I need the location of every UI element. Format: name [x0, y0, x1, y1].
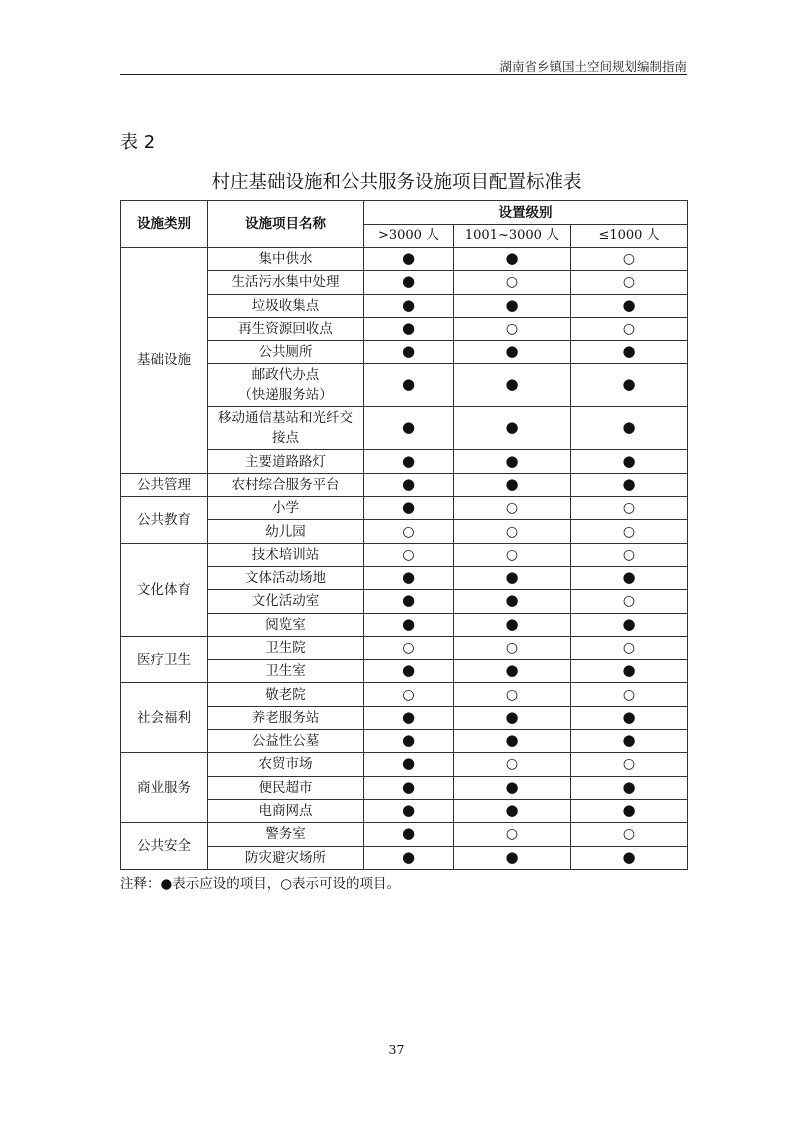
filled-circle-icon: ● — [401, 451, 416, 470]
hollow-circle-icon: ○ — [505, 546, 519, 563]
filled-circle-icon: ● — [505, 731, 519, 750]
level-cell — [364, 590, 454, 613]
filled-circle-icon: ● — [401, 754, 416, 773]
level-cell — [364, 613, 454, 636]
filled-circle-icon: ● — [505, 568, 519, 587]
level-cell — [364, 660, 454, 683]
level-cell — [454, 271, 571, 294]
filled-circle-icon: ● — [401, 731, 416, 750]
filled-circle-icon: ● — [622, 295, 636, 314]
level-cell — [454, 294, 571, 317]
level-cell — [454, 753, 571, 776]
category-cell: 商业服务 — [121, 753, 208, 823]
level-cell — [454, 706, 571, 729]
filled-circle-icon: ● — [505, 614, 519, 633]
level-cell — [454, 799, 571, 822]
table-row — [121, 636, 688, 659]
item-name-cell: 垃圾收集点 — [208, 294, 364, 317]
hollow-circle-icon: ○ — [622, 640, 636, 656]
filled-circle-icon: ● — [622, 661, 636, 680]
item-name-cell: 警务室 — [208, 823, 364, 846]
level-cell — [364, 566, 454, 589]
item-name-cell: 电商网点 — [208, 799, 364, 822]
level-cell — [454, 364, 571, 407]
table-row — [121, 248, 688, 271]
filled-circle-icon: ● — [622, 777, 636, 796]
level-cell — [364, 776, 454, 799]
item-name-cell: 文体活动场地 — [208, 566, 364, 589]
level-cell — [571, 520, 688, 543]
filled-circle-icon: ● — [505, 777, 519, 796]
item-name-cell: 技术培训站 — [208, 543, 364, 566]
level-cell — [571, 294, 688, 317]
filled-circle-icon: ● — [401, 498, 416, 517]
table-row — [121, 497, 688, 520]
level-cell — [571, 706, 688, 729]
table-label: 表 2 — [120, 132, 156, 153]
header-category: 设施类别 — [121, 201, 208, 248]
level-cell — [364, 706, 454, 729]
filled-circle-icon: ● — [401, 295, 416, 314]
filled-circle-icon: ● — [505, 801, 519, 820]
item-name-cell: 养老服务站 — [208, 706, 364, 729]
item-name-cell: 防灾避灾场所 — [208, 846, 364, 869]
header-rule — [120, 74, 687, 75]
level-cell — [571, 846, 688, 869]
filled-circle-icon: ● — [622, 731, 636, 750]
filled-circle-icon: ● — [505, 591, 519, 610]
level-cell — [571, 248, 688, 271]
filled-circle-icon: ● — [401, 614, 416, 633]
hollow-circle-icon: ○ — [622, 756, 636, 773]
filled-circle-icon: ● — [622, 847, 636, 866]
level-cell — [571, 776, 688, 799]
level-cell — [364, 497, 454, 520]
level-cell — [571, 341, 688, 364]
item-name-cell: 敬老院 — [208, 683, 364, 706]
filled-circle-icon: ● — [401, 777, 416, 796]
filled-circle-icon: ● — [401, 249, 416, 268]
level-cell — [454, 660, 571, 683]
hollow-circle-icon: ○ — [402, 640, 415, 656]
hollow-circle-icon: ○ — [505, 756, 519, 773]
hollow-circle-icon: ○ — [505, 321, 519, 338]
hollow-circle-icon: ○ — [505, 500, 519, 517]
hollow-circle-icon: ○ — [622, 500, 636, 517]
hollow-circle-icon: ○ — [622, 523, 636, 540]
item-name-cell: 幼儿园 — [208, 520, 364, 543]
filled-circle-icon: ● — [505, 847, 519, 866]
level-cell — [364, 364, 454, 407]
facility-standard-table — [120, 200, 688, 870]
filled-circle-icon: ● — [401, 801, 416, 820]
hollow-circle-icon: ○ — [622, 251, 636, 268]
level-cell — [364, 520, 454, 543]
item-name-cell — [208, 407, 364, 450]
level-cell — [364, 271, 454, 294]
item-name-cell: 再生资源回收点 — [208, 317, 364, 340]
level-cell — [454, 341, 571, 364]
hollow-circle-icon: ○ — [622, 593, 636, 610]
level-cell — [571, 450, 688, 473]
category-cell: 公共安全 — [121, 823, 208, 870]
filled-circle-icon: ● — [505, 342, 519, 361]
filled-circle-icon: ● — [622, 474, 636, 493]
level-cell — [454, 317, 571, 340]
item-name-line: 接点 — [272, 430, 299, 447]
item-name-cell: 公益性公墓 — [208, 730, 364, 753]
level-cell — [364, 341, 454, 364]
filled-circle-icon: ● — [401, 707, 416, 726]
level-cell — [364, 683, 454, 706]
filled-circle-icon: ● — [622, 342, 636, 361]
level-cell — [454, 776, 571, 799]
level-cell — [364, 407, 454, 450]
level-cell — [454, 683, 571, 706]
level-cell — [364, 846, 454, 869]
level-cell — [571, 730, 688, 753]
item-name-cell: 阅览室 — [208, 613, 364, 636]
level-cell — [454, 520, 571, 543]
filled-circle-icon: ● — [505, 661, 519, 680]
table-row — [121, 473, 688, 496]
hollow-circle-icon: ○ — [622, 826, 636, 843]
table-row — [121, 543, 688, 566]
level-cell — [364, 543, 454, 566]
level-cell — [454, 823, 571, 846]
level-cell — [571, 473, 688, 496]
level-cell — [571, 364, 688, 407]
filled-circle-icon: ● — [622, 614, 636, 633]
level-cell — [364, 317, 454, 340]
filled-circle-icon: ● — [505, 375, 519, 394]
header-item: 设施项目名称 — [208, 201, 364, 248]
level-cell — [364, 636, 454, 659]
level-cell — [364, 294, 454, 317]
level-cell — [364, 799, 454, 822]
header-level-medium: 1001~3000 人 — [454, 225, 571, 248]
level-cell — [364, 823, 454, 846]
level-cell — [454, 730, 571, 753]
page-number: 37 — [388, 1042, 405, 1057]
item-name-cell: 小学 — [208, 497, 364, 520]
level-cell — [454, 407, 571, 450]
level-cell — [454, 497, 571, 520]
hollow-circle-icon: ○ — [505, 523, 519, 540]
hollow-circle-icon: ○ — [505, 274, 519, 291]
level-cell — [454, 473, 571, 496]
filled-circle-icon: ● — [401, 272, 416, 291]
item-name-cell: 卫生室 — [208, 660, 364, 683]
hollow-circle-icon: ○ — [505, 826, 519, 843]
filled-circle-icon: ● — [401, 661, 416, 680]
filled-circle-icon: ● — [401, 418, 416, 437]
table-title: 村庄基础设施和公共服务设施项目配置标准表 — [211, 172, 582, 193]
level-cell — [571, 660, 688, 683]
table-body — [121, 248, 688, 870]
filled-circle-icon: ● — [401, 319, 416, 338]
item-name-cell: 农贸市场 — [208, 753, 364, 776]
filled-circle-icon: ● — [622, 568, 636, 587]
table-note: 注释：●表示应设的项目，○表示可设的项目。 — [120, 876, 401, 892]
hollow-circle-icon: ○ — [622, 686, 636, 703]
level-cell — [571, 497, 688, 520]
level-cell — [454, 846, 571, 869]
category-cell: 基础设施 — [121, 248, 208, 474]
filled-circle-icon: ● — [401, 342, 416, 361]
level-cell — [364, 753, 454, 776]
filled-circle-icon: ● — [622, 375, 636, 394]
filled-circle-icon: ● — [622, 418, 636, 437]
category-cell: 社会福利 — [121, 683, 208, 753]
item-name-line: （快递服务站） — [238, 387, 333, 404]
item-name-cell: 公共厕所 — [208, 341, 364, 364]
level-cell — [364, 473, 454, 496]
table-row — [121, 683, 688, 706]
item-name-cell: 便民超市 — [208, 776, 364, 799]
hollow-circle-icon: ○ — [622, 274, 636, 291]
table-row — [121, 753, 688, 776]
header-level-group: 设置级别 — [364, 201, 688, 225]
running-header: 湖南省乡镇国土空间规划编制指南 — [499, 59, 687, 74]
hollow-circle-icon: ○ — [622, 546, 636, 563]
item-name-cell — [208, 364, 364, 407]
item-name-cell: 主要道路路灯 — [208, 450, 364, 473]
level-cell — [571, 271, 688, 294]
item-name-cell: 农村综合服务平台 — [208, 473, 364, 496]
hollow-circle-icon: ○ — [505, 640, 519, 656]
level-cell — [454, 450, 571, 473]
level-cell — [364, 450, 454, 473]
filled-circle-icon: ● — [622, 707, 636, 726]
filled-circle-icon: ● — [505, 295, 519, 314]
filled-circle-icon: ● — [622, 801, 636, 820]
level-cell — [571, 753, 688, 776]
hollow-circle-icon: ○ — [402, 686, 415, 703]
item-name-cell: 生活污水集中处理 — [208, 271, 364, 294]
level-cell — [364, 730, 454, 753]
level-cell — [571, 636, 688, 659]
category-cell: 公共教育 — [121, 497, 208, 544]
level-cell — [571, 590, 688, 613]
filled-circle-icon: ● — [622, 451, 636, 470]
filled-circle-icon: ● — [505, 249, 519, 268]
level-cell — [571, 799, 688, 822]
filled-circle-icon: ● — [505, 474, 519, 493]
filled-circle-icon: ● — [401, 824, 416, 843]
category-cell: 医疗卫生 — [121, 636, 208, 683]
category-cell: 文化体育 — [121, 543, 208, 636]
level-cell — [454, 636, 571, 659]
hollow-circle-icon: ○ — [622, 321, 636, 338]
level-cell — [454, 590, 571, 613]
level-cell — [571, 613, 688, 636]
level-cell — [454, 566, 571, 589]
level-cell — [454, 613, 571, 636]
filled-circle-icon: ● — [401, 591, 416, 610]
hollow-circle-icon: ○ — [505, 686, 519, 703]
level-cell — [571, 407, 688, 450]
level-cell — [571, 543, 688, 566]
filled-circle-icon: ● — [401, 568, 416, 587]
header-level-small: ≤1000 人 — [571, 225, 688, 248]
item-name-cell: 卫生院 — [208, 636, 364, 659]
header-level-large: >3000 人 — [364, 225, 454, 248]
hollow-circle-icon: ○ — [402, 523, 415, 540]
filled-circle-icon: ● — [401, 847, 416, 866]
filled-circle-icon: ● — [401, 375, 416, 394]
item-name-line: 移动通信基站和光纤交 — [218, 410, 353, 427]
item-name-line: 邮政代办点 — [251, 367, 320, 384]
filled-circle-icon: ● — [505, 707, 519, 726]
hollow-circle-icon: ○ — [402, 546, 415, 563]
item-name-cell: 文化活动室 — [208, 590, 364, 613]
level-cell — [571, 683, 688, 706]
filled-circle-icon: ● — [505, 418, 519, 437]
level-cell — [571, 317, 688, 340]
table-row — [121, 823, 688, 846]
level-cell — [571, 566, 688, 589]
level-cell — [454, 248, 571, 271]
level-cell — [364, 248, 454, 271]
level-cell — [454, 543, 571, 566]
filled-circle-icon: ● — [401, 474, 416, 493]
category-cell: 公共管理 — [121, 473, 208, 496]
filled-circle-icon: ● — [505, 451, 519, 470]
level-cell — [571, 823, 688, 846]
item-name-cell: 集中供水 — [208, 248, 364, 271]
